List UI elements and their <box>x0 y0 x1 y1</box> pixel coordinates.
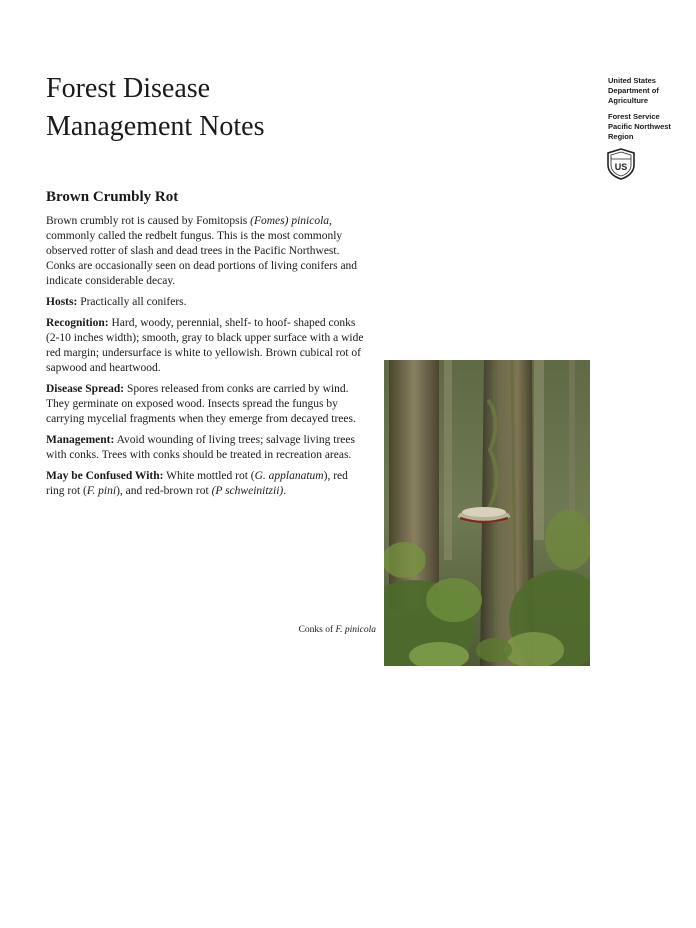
confused-text-1: White mottled rot ( <box>163 470 255 482</box>
agency-line-3: Agriculture <box>608 96 649 105</box>
agency-line-1: United States <box>608 76 656 85</box>
confused-label: May be Confused With: <box>46 470 164 482</box>
article-heading: Brown Crumbly Rot <box>46 189 179 205</box>
intro-paragraph <box>46 214 364 289</box>
title-line-1: Forest Disease <box>46 73 211 104</box>
spread-paragraph <box>46 382 364 427</box>
agency-line-4: Forest Service <box>608 112 660 121</box>
management-label: Management: <box>46 434 115 446</box>
confused-text-3: ), and red-brown rot <box>116 485 212 497</box>
caption-prefix: Conks of <box>298 625 336 635</box>
confused-species-3: (P schweinitzii) <box>211 485 284 497</box>
spread-text: Spores released from conks are carried by wind. They germinate on exposed wood. Insects spread the fungus by carrying mycelial fragments when they emerge from decayed trees. <box>46 383 356 425</box>
agency-line-2: Department of <box>608 86 659 95</box>
agency-block <box>608 76 696 148</box>
recognition-text: Hard, woody, perennial, shelf- to hoof- shaped conks (2-10 inches width); smooth, gray to black upper surface with a wide red margin; undersurface is white to yellowish. Brown cubical rot of sapwood and heartwood. <box>46 317 364 374</box>
forest-photo <box>384 360 590 666</box>
title-line-2: Management Notes <box>46 111 265 142</box>
recognition-label: Recognition: <box>46 317 109 329</box>
forest-service-name <box>608 112 696 142</box>
confused-text-2: ), red ring rot ( <box>46 470 348 497</box>
management-paragraph <box>46 433 364 463</box>
spread-label: Disease Spread: <box>46 383 125 395</box>
intro-text-2: , commonly called the redbelt fungus. This is the most commonly observed rotter of slash and dead trees in the Pacific Northwest. Conks are occasionally seen on dead portions of living conifers and indicate considerable decay. <box>46 215 358 287</box>
usda-name <box>608 76 696 106</box>
agency-line-6: Region <box>608 132 634 141</box>
intro-text-1: Brown crumbly rot is caused by Fomitopsis <box>46 215 251 227</box>
hosts-text: Practically all conifers. <box>77 296 187 308</box>
article <box>46 188 364 505</box>
page-title <box>46 70 466 146</box>
management-text: Avoid wounding of living trees; salvage living trees with conks. Trees with conks should be treated in recreation areas. <box>46 434 355 461</box>
agency-line-5: Pacific Northwest <box>608 122 671 131</box>
caption-species: F. pinicola <box>335 625 376 635</box>
emblem-letters: US <box>614 162 628 172</box>
intro-scientific-name: (Fomes) pinicola <box>250 215 330 227</box>
confused-text-4: . <box>283 485 287 497</box>
usda-forest-service-shield-icon <box>605 148 637 180</box>
confused-species-1: G. applanatum <box>254 470 324 482</box>
hosts-label: Hosts: <box>46 296 78 308</box>
recognition-paragraph <box>46 316 364 376</box>
photo-caption <box>250 624 376 636</box>
confused-paragraph <box>46 469 364 499</box>
confused-species-2: F. pini <box>86 485 117 497</box>
hosts-paragraph <box>46 295 364 310</box>
